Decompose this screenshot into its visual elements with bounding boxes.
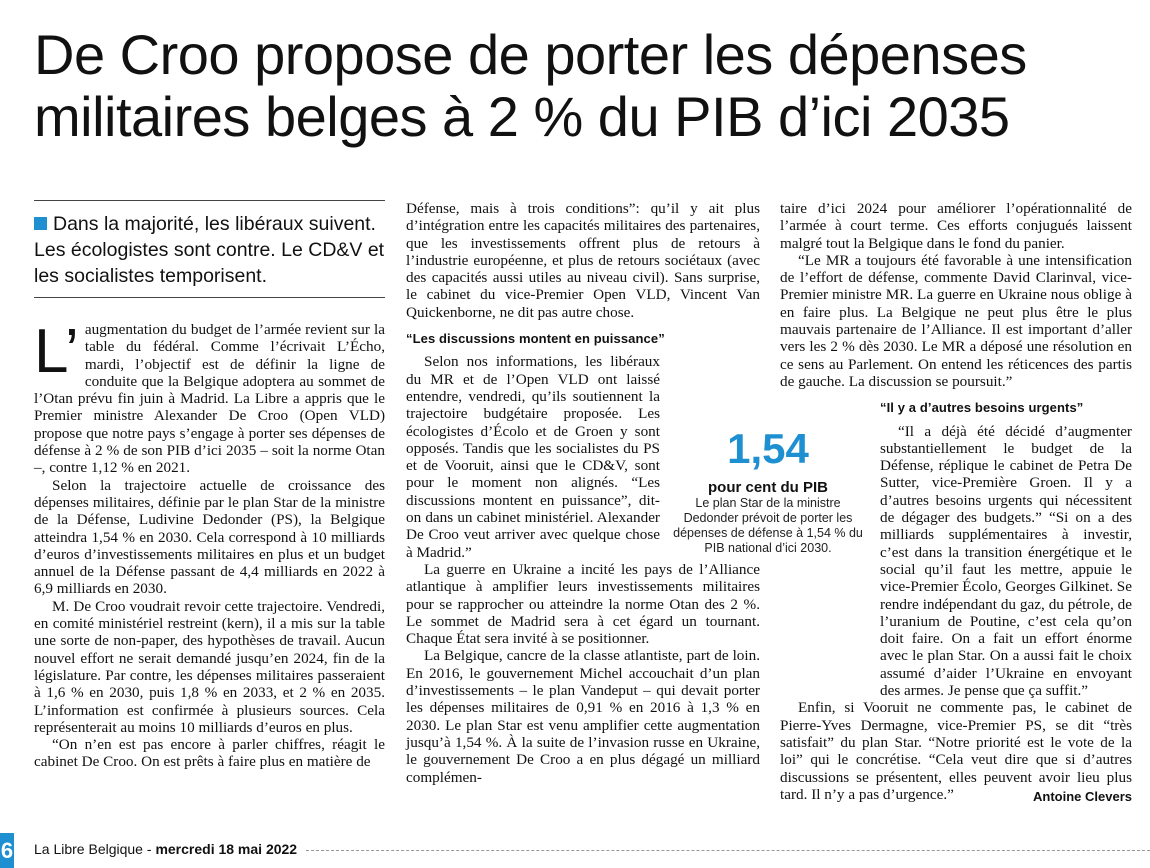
footer-separator: - — [142, 841, 156, 857]
headline: De Croo propose de porter les dépenses militaires belges à 2 % du PIB d’ici 2035 — [34, 23, 1027, 148]
paragraph: “Il a déjà été décidé d’augmenter substantiellement le budget de la Défense, réplique le cabinet de Petra De Sutter, vice-Première Groen. Il y a d’autres besoins urgents qui nécessitent de dégager des budgets.” “Si on a des milliards supplémentaires à investir, c’est dans la transition énergétique et le social qu’il faut les mettre, appuie le vice-Premier Écolo, Georges Gilkinet. Se rendre indépendant du gaz, du pétrole, de l’uranium de Poutine, c’est cela qu’on doit faire. On a fait un effort énorme avec le plan Star. On a aussi fait le choix assumé d’aider l’Ukraine en envoyant des armes. Je pense que ça suffit.” — [880, 422, 1132, 700]
author-byline: Antoine Clevers — [1033, 789, 1132, 804]
subheading: “Les discussions montent en puissance” — [406, 331, 665, 347]
paragraph: “On n’en est pas encore à parler chiffres, réagit le cabinet De Croo. On est prêts à faire plus en matière de — [34, 736, 385, 771]
key-figure-box — [668, 425, 868, 556]
footer-rule — [306, 850, 1150, 851]
paragraph: Enfin, si Vooruit ne commente pas, le cabinet de Pierre-Yves Dermagne, vice-Premier PS, se dit “très satisfait” du plan Star. “Notre priorité est le vote de la loi” qui le concrétise. “Cela veut dire que si d’autres discussions se présentent, elles peuvent avoir lieu plus tard. Il n’y a pas d’urgence.” — [780, 699, 1132, 803]
newspaper-name: La Libre Belgique — [34, 841, 143, 857]
paragraph: Selon la trajectoire actuelle de croissance des dépenses militaires, définie par le plan Star de la ministre de la Défense, Ludivine Dedonder (PS), la Belgique atteindra 1,54 % en 2030. Cela correspond à 10 milliards d’euros d’investissements militaires en plus et un budget annuel de la Défense passant de 4,4 milliards en 2022 à 6,9 milliards en 2030. — [34, 476, 385, 598]
key-figure-value: 1,54 — [727, 425, 809, 472]
chapo — [34, 211, 385, 289]
chapo-bottom-rule — [34, 297, 385, 298]
publication-date: mercredi 18 mai 2022 — [155, 841, 298, 857]
key-figure-description: Le plan Star de la ministre Dedonder prévoit de porter les dépenses de défense à 1,54 % du PIB national d’ici 2030. — [673, 496, 863, 555]
page-number: 6 — [0, 833, 14, 868]
paragraph: Défense, mais à trois conditions”: qu’il y ait plus d’intégration entre les capacités militaires des partenaires, que les investissements offrent plus de retours à l’industrie européenne, et plus de retours sociétaux (avec des capacités aussi utiles au niveau civil). Sans surprise, le cabinet du vice-Premier Open VLD, Vincent Van Quickenborne, ne dit pas autre chose. — [406, 200, 760, 321]
subheading: “Il y a d’autres besoins urgents” — [880, 400, 1084, 416]
paragraph: taire d’ici 2024 pour améliorer l’opérationnalité de l’armée à court terme. Ces efforts conjugués laissent malgré tout la Belgique dans le fond du panier. — [780, 200, 1132, 252]
paragraph: “Le MR a toujours été favorable à une intensification de l’effort de défense, commente David Clarinval, vice-Premier ministre MR. La guerre en Ukraine nous oblige à en faire plus. La Belgique ne peut plus être le plus mauvais partenaire de l’Alliance. Il est important d’aller vers les 2 % dès 2030. Le MR a déposé une résolution en ce sens au Parlement. On entend les réticences des partis de gauche. La discussion se poursuit.” — [780, 251, 1132, 390]
dropcap: L’ — [34, 317, 79, 386]
footer — [34, 841, 297, 857]
key-figure-unit: pour cent du PIB — [708, 479, 828, 496]
paragraph: augmentation du budget de l’armée revient sur la table du fédéral. Comme l’écrivait L’Écho, mardi, l’objectif est de définir la ligne de conduite que la Belgique adoptera au sommet de l’Otan prévu fin juin à Madrid. La Libre a appris que le Premier ministre Alexander De Croo (Open VLD) propose que notre pays s’engage à porter ses dépenses de défense à 2 % de son PIB d’ici 2035 – soit la norme Otan –, contre 1,12 % en 2021. — [34, 321, 385, 477]
chapo-text: Dans la majorité, les libéraux suivent. Les écologistes sont contre. Le CD&V et les socialistes temporisent. — [34, 213, 385, 287]
article-column-1 — [34, 317, 385, 771]
chapo-top-rule — [34, 200, 385, 201]
bullet-square-icon — [34, 217, 47, 230]
paragraph: La guerre en Ukraine a incité les pays de l’Alliance atlantique à amplifier leurs investissements militaires pour se rapprocher ou atteindre la norme Otan des 2 %. Le sommet de Madrid sera à cet égard un tournant. Chaque État sera invité à se positionner. — [406, 560, 760, 648]
paragraph: Selon nos informations, les libéraux du MR et de l’Open VLD ont laissé entendre, vendredi, qu’ils soutiennent la trajectoire budgétaire proposée. Les écologistes d’Écolo et de Groen y sont opposés. Tandis que les socialistes du PS et de Vooruit, ainsi que le CD&V, sont pour le moment non alignés. “Les discussions montent en puissance”, dit-on dans un cabinet ministériel. Alexander De Croo veut arriver avec quelque chose à Madrid.” — [406, 353, 660, 561]
paragraph: La Belgique, cancre de la classe atlantiste, part de loin. En 2016, le gouvernement Michel accouchait d’un plan d’investissements – le plan Vandeput – qui devait porter les dépenses militaires de 0,91 % en 2016 à 1,3 % en 2030. Le plan Star est venu amplifier cette augmentation jusqu’à 1,54 %. À la suite de l’invasion russe en Ukraine, le gouvernement De Croo a en plus dégagé un milliard complémen- — [406, 647, 760, 786]
paragraph: M. De Croo voudrait revoir cette trajectoire. Vendredi, en comité ministériel restreint (kern), il a mis sur la table une sorte de non-paper, des hypothèses de travail. Aucun nouvel effort ne serait demandé jusqu’en 2024, fin de la législature. Par contre, les dépenses militaires passeraient à 1,6 % en 2030, puis 1,8 % en 2033, et 2 % en 2035. L’information est confirmée à plusieurs sources. Cela représenterait au moins 10 milliards d’euros en plus. — [34, 597, 385, 736]
